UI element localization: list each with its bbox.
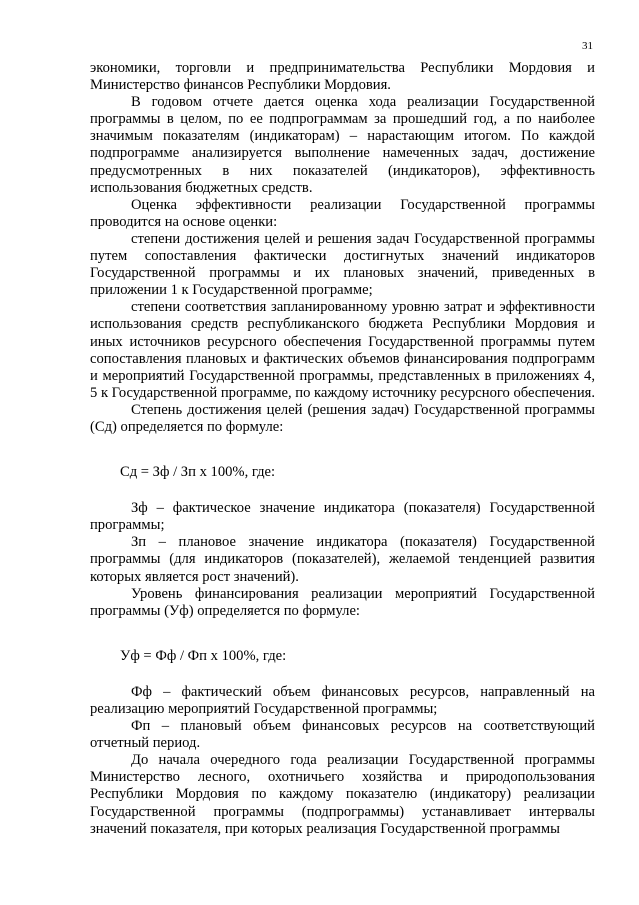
formula-uf: Уф = Фф / Фп х 100%, где: bbox=[120, 647, 287, 664]
paragraph-ff-definition: Фф – фактический объем финансовых ресурсов, направленный на реализацию мероприятий Государственной программы; bbox=[90, 683, 595, 717]
paragraph-sd-definition: Степень достижения целей (решения задач) Государственной программы (Сд) определяется по формуле: bbox=[90, 401, 595, 435]
document-body bbox=[90, 60, 595, 838]
paragraph-annual-report: В годовом отчете дается оценка хода реализации Государственной программы в целом, по ее подпрограммам за прошедший год, а по наиболее значимым показателям (индикаторам) – нарастающим итогом. По каждой подпрограмме анализируется выполнение намеченных задач, достижение предусмотренных в них показателей (индикаторов), эффективность использования бюджетных средств. bbox=[90, 94, 595, 196]
paragraph-intervals: До начала очередного года реализации Государственной программы Министерство лесного, охотничьего хозяйства и природопользования Республики Мордовия по каждому показателю (индикатору) реализации Государственной программы (подпрограммы) устанавливает интервалы значений показателя, при которых реализация Государственной программы bbox=[90, 752, 595, 837]
paragraph-continuation: экономики, торговли и предпринимательства Республики Мордовия и Министерство финансов Республики Мордовия. bbox=[90, 60, 595, 94]
formula-sd: Сд = Зф / Зп х 100%, где: bbox=[120, 464, 276, 481]
paragraph-uf-definition: Уровень финансирования реализации мероприятий Государственной программы (Уф) определяется по формуле: bbox=[90, 585, 595, 619]
paragraph-goal-achievement: степени достижения целей и решения задач Государственной программы путем сопоставления фактически достигнутых значений индикаторов Государственной программы и их плановых значений, приведенных в приложении 1 к Государственной программе; bbox=[90, 230, 595, 299]
paragraph-fp-definition: Фп – плановый объем финансовых ресурсов на соответствующий отчетный период. bbox=[90, 718, 595, 752]
paragraph-cost-compliance: степени соответствия запланированному уровню затрат и эффективности использования средств республиканского бюджета Республики Мордовия и иных источников ресурсного обеспечения Государственной программы путем сопоставления плановых и фактических объемов финансирования подпрограмм и мероприятий Государственной программы, представленных в приложениях 4, 5 к Государственной программе, по каждому источнику ресурсного обеспечения. bbox=[90, 299, 596, 401]
paragraph-evaluation-basis: Оценка эффективности реализации Государственной программы проводится на основе оценки: bbox=[90, 196, 595, 230]
paragraph-zf-definition: Зф – фактическое значение индикатора (показателя) Государственной программы; bbox=[90, 500, 595, 534]
page-number: 31 bbox=[582, 40, 593, 52]
paragraph-zp-definition: Зп – плановое значение индикатора (показателя) Государственной программы (для индикаторов (показателей), желаемой тенденцией развития которых является рост значений). bbox=[90, 534, 595, 585]
